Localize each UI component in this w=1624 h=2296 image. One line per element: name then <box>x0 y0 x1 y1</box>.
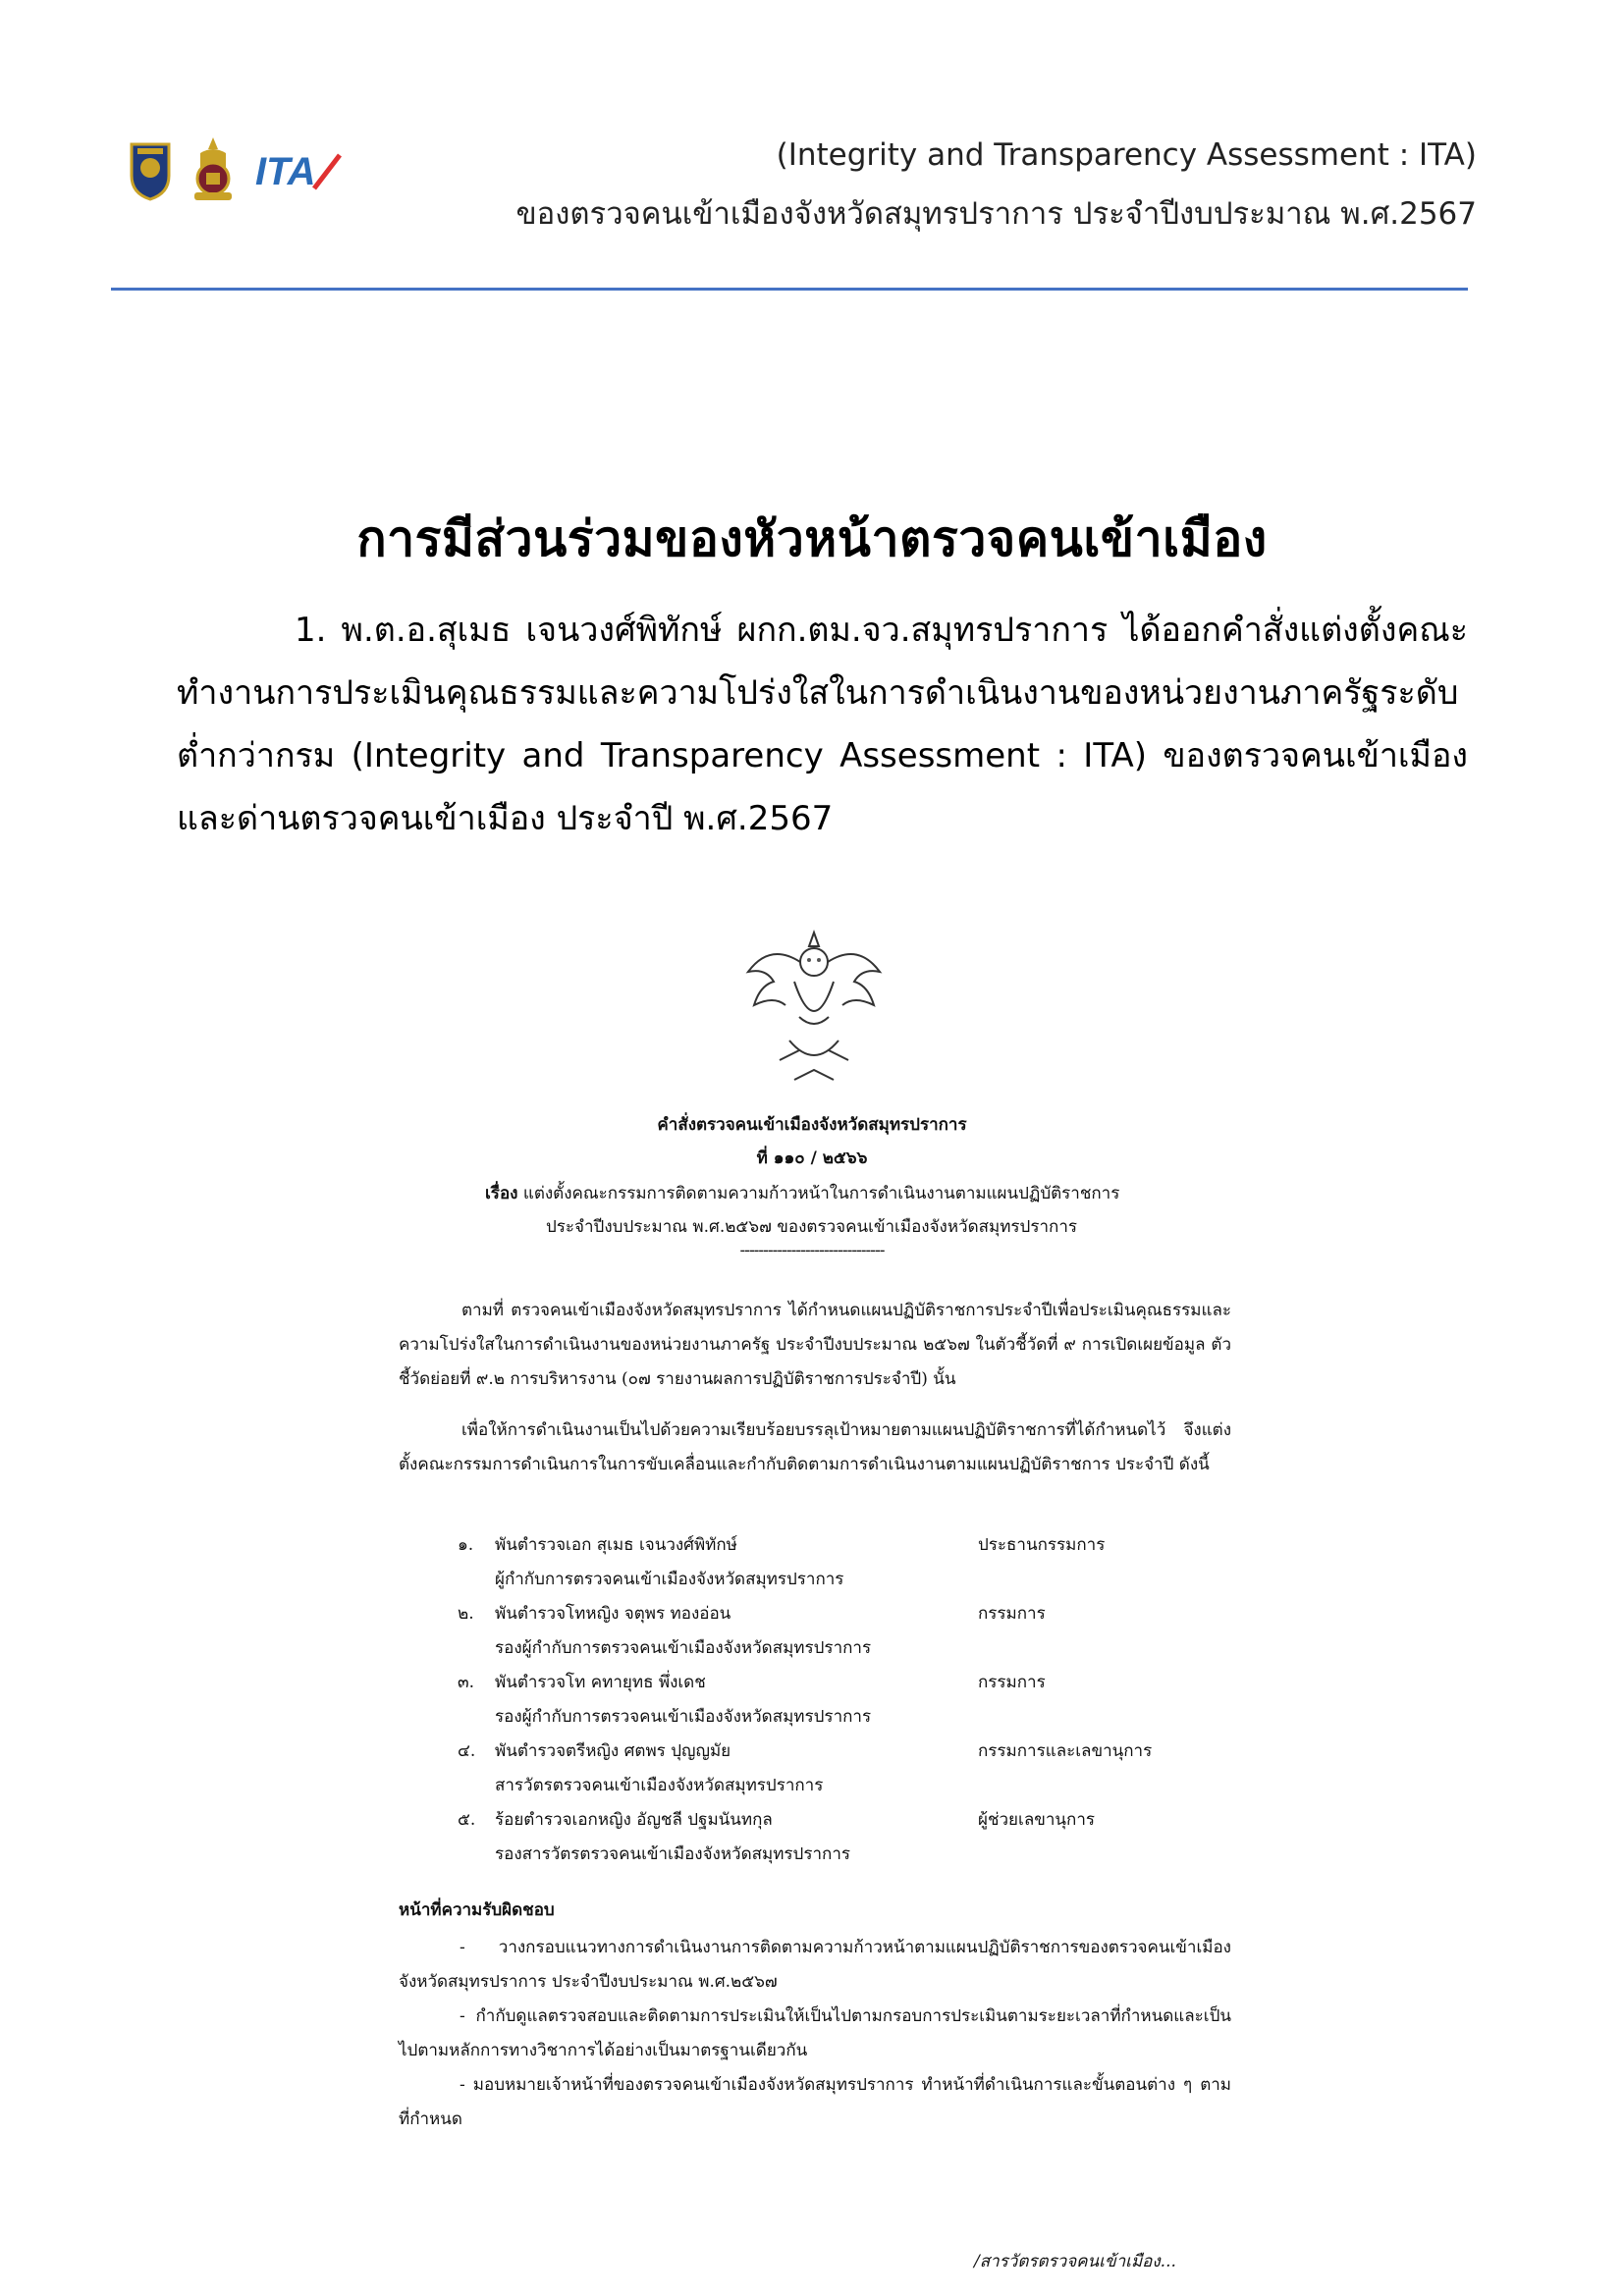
police-emblem-icon <box>187 135 240 204</box>
member-number: ๑. <box>458 1535 474 1555</box>
member-position-4: สารวัตรตรวจคนเข้าเมืองจังหวัดสมุทรปราการ <box>495 1776 824 1795</box>
header-divider <box>111 288 1468 291</box>
member-position-5: รองสารวัตรตรวจคนเข้าเมืองจังหวัดสมุทรปราการ <box>495 1844 850 1864</box>
duty-text: - กำกับดูแลตรวจสอบและติดตามการประเมินให้เป็นไปตามกรอบการประเมินตามระยะเวลาที่กำหนดและเป็นไปตามหลักการทางวิชาการได้อย่างเป็นมาตรฐานเดียวกัน <box>399 2006 1231 2060</box>
header-title-line1: (Integrity and Transparency Assessment : ITA) <box>776 137 1477 173</box>
ita-logo-icon <box>253 145 352 194</box>
order-paragraph-2 <box>399 1414 1231 1482</box>
member-row-1 <box>458 1528 1243 1563</box>
member-name: พันตำรวจเอก สุเมธ เจนวงศ์พิทักษ์ <box>495 1535 737 1555</box>
member-role: กรรมการและเลขานุการ <box>978 1741 1153 1761</box>
member-position-3: รองผู้กำกับการตรวจคนเข้าเมืองจังหวัดสมุทรปราการ <box>495 1707 872 1727</box>
member-position-2: รองผู้กำกับการตรวจคนเข้าเมืองจังหวัดสมุทรปราการ <box>495 1638 872 1658</box>
member-row-4 <box>458 1735 1243 1769</box>
member-role: ประธานกรรมการ <box>978 1535 1106 1555</box>
duty-item-2 <box>399 2000 1231 2068</box>
order-subject-label: เรื่อง <box>485 1184 518 1203</box>
header-logos <box>128 133 352 206</box>
duties-heading: หน้าที่ความรับผิดชอบ <box>399 1900 555 1920</box>
intro-paragraph <box>177 599 1468 850</box>
header-title-line2: ของตรวจคนเข้าเมืองจังหวัดสมุทรปราการ ประจำปีงบประมาณ พ.ศ.2567 <box>515 196 1477 232</box>
intro-paragraph-text: 1. พ.ต.อ.สุเมธ เจนวงศ์พิทักษ์ ผกก.ตม.จว.สมุทรปราการ ได้ออกคำสั่งแต่งตั้งคณะทำงานการประเมินคุณธรรมและความโปร่งใสในการดำเนินงานของหน่วยงานภาครัฐระดับต่ำกว่ากรม (Integrity and Transparency Assessment : ITA) ของตรวจคนเข้าเมืองและด่านตรวจคนเข้าเมือง ประจำปี พ.ศ.2567 <box>177 611 1468 838</box>
page-continuation-note: /สารวัตรตรวจคนเข้าเมือง... <box>974 2252 1176 2271</box>
order-paragraph-1 <box>399 1294 1231 1397</box>
member-role: กรรมการ <box>978 1673 1046 1692</box>
immigration-emblem-icon <box>128 138 173 201</box>
garuda-emblem-icon <box>740 923 888 1090</box>
order-paragraph-2-text: เพื่อให้การดำเนินงานเป็นไปด้วยความเรียบร้อยบรรลุเป้าหมายตามแผนปฏิบัติราชการที่ได้กำหนดไว้ จึงแต่งตั้งคณะกรรมการดำเนินการในการขับเคลื่อนและกำกับติดตามการดำเนินงานตามแผนปฏิบัติราชการ ประจำปี ดังนี้ <box>399 1420 1231 1474</box>
member-number: ๒. <box>458 1604 474 1624</box>
member-name: พันตำรวจโทหญิง จตุพร ทองอ่อน <box>495 1604 731 1624</box>
page-title: การมีส่วนร่วมของหัวหน้าตรวจคนเข้าเมือง <box>356 510 1268 567</box>
order-divider: ------------------------------- <box>739 1241 885 1260</box>
order-paragraph-1-text: ตามที่ ตรวจคนเข้าเมืองจังหวัดสมุทรปราการ ได้กำหนดแผนปฏิบัติราชการประจำปีเพื่อประเมินคุณธรรมและความโปร่งใสในการดำเนินงานของหน่วยงานภาครัฐ ประจำปีงบประมาณ ๒๕๖๗ ในตัวชี้วัดที่ ๙ การเปิดเผยข้อมูล ตัวชี้วัดย่อยที่ ๙.๒ การบริหารงาน (๐๗ รายงานผลการปฏิบัติราชการประจำปี) นั้น <box>399 1301 1231 1389</box>
member-row-3 <box>458 1666 1243 1700</box>
order-number: ที่ ๑๑๐ / ๒๕๖๖ <box>756 1148 868 1168</box>
duty-text: - มอบหมายเจ้าหน้าที่ของตรวจคนเข้าเมืองจังหวัดสมุทรปราการ ทำหน้าที่ดำเนินการและขั้นตอนต่าง ๆ ตามที่กำหนด <box>399 2075 1231 2129</box>
member-number: ๕. <box>458 1810 476 1830</box>
order-subject-text1: แต่งตั้งคณะกรรมการติดตามความก้าวหน้าในการดำเนินงานตามแผนปฏิบัติราชการ <box>522 1184 1120 1203</box>
member-number: ๔. <box>458 1741 476 1761</box>
member-row-5 <box>458 1803 1243 1838</box>
member-name: พันตำรวจโท คทายุทธ พึ่งเดช <box>495 1673 706 1692</box>
member-name: พันตำรวจตรีหญิง ศตพร ปุญญมัย <box>495 1741 731 1761</box>
order-subject-line2: ประจำปีงบประมาณ พ.ศ.๒๕๖๗ ของตรวจคนเข้าเมืองจังหวัดสมุทรปราการ <box>546 1217 1077 1237</box>
member-role: ผู้ช่วยเลขานุการ <box>978 1810 1095 1830</box>
member-role: กรรมการ <box>978 1604 1046 1624</box>
ita-logo-text: ITA <box>255 149 316 193</box>
order-title: คำสั่งตรวจคนเข้าเมืองจังหวัดสมุทรปราการ <box>657 1115 967 1135</box>
duty-text: - วางกรอบแนวทางการดำเนินงานการติดตามความก้าวหน้าตามแผนปฏิบัติราชการของตรวจคนเข้าเมืองจังหวัดสมุทรปราการ ประจำปีงบประมาณ พ.ศ.๒๕๖๗ <box>399 1938 1231 1992</box>
member-position-1: ผู้กำกับการตรวจคนเข้าเมืองจังหวัดสมุทรปราการ <box>495 1570 844 1589</box>
duty-item-3 <box>399 2068 1231 2137</box>
order-subject-line1 <box>485 1180 1119 1206</box>
member-number: ๓. <box>458 1673 475 1692</box>
member-row-2 <box>458 1597 1243 1631</box>
duty-item-1 <box>399 1931 1231 2000</box>
member-name: ร้อยตำรวจเอกหญิง อัญชลี ปฐมนันทกุล <box>495 1810 773 1830</box>
